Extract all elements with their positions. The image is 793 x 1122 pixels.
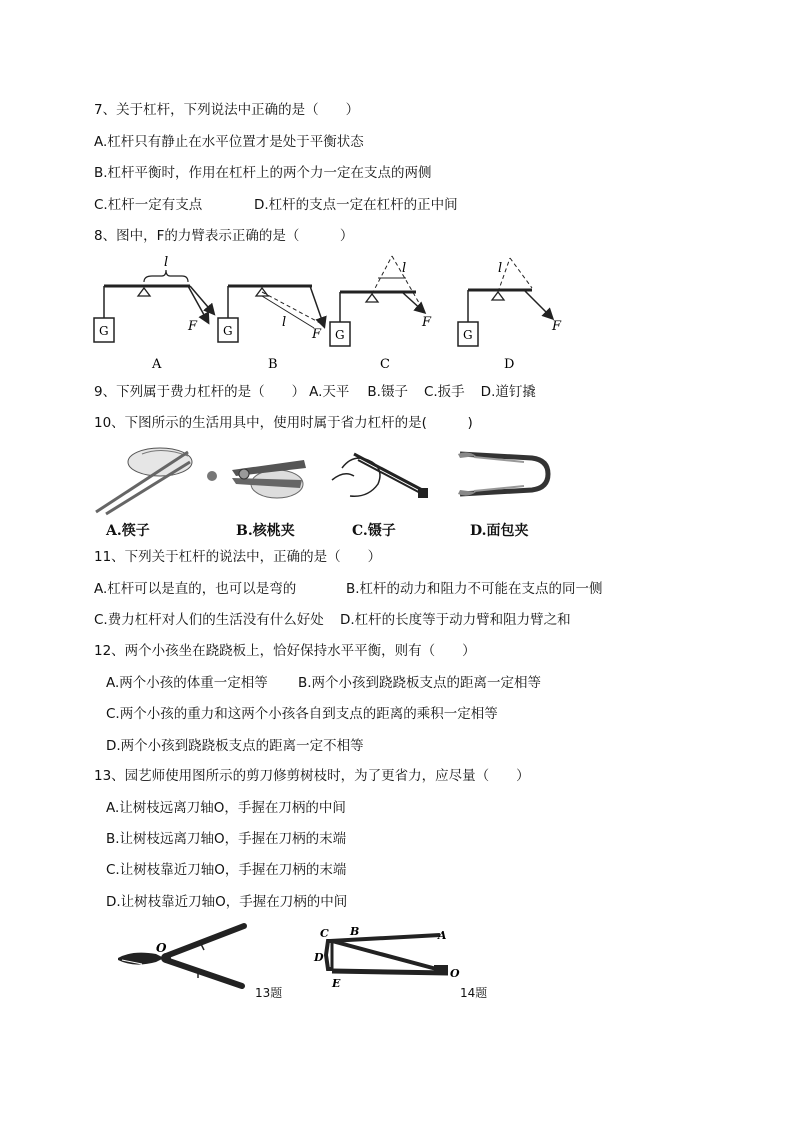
q10-tools-figure <box>92 440 562 518</box>
q8-diagram-c <box>330 256 432 372</box>
q10-caption-b: B.核桃夹 <box>236 523 295 539</box>
q8-a-g: G <box>99 324 109 338</box>
q8-diagram-d <box>458 258 562 372</box>
fig13-label: 13题 <box>255 986 283 1000</box>
q8-label-b: B <box>268 357 278 372</box>
q9-row <box>94 383 536 401</box>
q7-option-b: B.杠杆平衡时，作用在杠杆上的两个力一定在支点的两侧 <box>94 165 432 181</box>
q13-option-c: C.让树枝靠近刀轴O，手握在刀柄的末端 <box>106 862 347 878</box>
svg-text:l: l <box>282 315 287 330</box>
chopsticks-image <box>96 448 192 514</box>
q12-option-d: D.两个小孩到跷跷板支点的距离一定不相等 <box>106 738 364 754</box>
q11-option-d: D.杠杆的长度等于动力臂和阻力臂之和 <box>340 612 571 628</box>
fig14-point-b: B <box>350 925 360 938</box>
fig14-lever <box>308 925 468 990</box>
q9-option-c: C.扳手 <box>423 384 465 400</box>
svg-text:F: F <box>312 327 322 342</box>
q7-option-d: D.杠杆的支点一定在杠杆的正中间 <box>254 197 458 213</box>
q10-stem: 10、下图所示的生活用具中，使用时属于省力杠杆的是( ) <box>94 415 473 431</box>
q9-stem: 9、下列属于费力杠杆的是（ ） <box>94 384 306 400</box>
q13-option-b: B.让树枝远离刀轴O，手握在刀柄的末端 <box>106 831 347 847</box>
q10-caption-d: D.面包夹 <box>470 523 529 539</box>
q8-a-f: F <box>188 319 198 334</box>
q8-label-a: A <box>152 357 162 372</box>
fig14-point-e: E <box>332 977 341 990</box>
q7-option-a: A.杠杆只有静止在水平位置才是处于平衡状态 <box>94 134 364 150</box>
svg-text:F: F <box>422 315 432 330</box>
fig13-point-o: O <box>156 941 167 955</box>
fig13-shears <box>112 920 252 990</box>
svg-text:G: G <box>335 328 345 342</box>
q10-caption-a: A.筷子 <box>106 523 150 539</box>
svg-text:G: G <box>223 324 233 338</box>
q9-option-d: D.道钉撬 <box>480 384 536 400</box>
fig14-label: 14题 <box>460 986 488 1000</box>
q13-stem: 13、园艺师使用图所示的剪刀修剪树枝时，为了更省力，应尽量（ ） <box>94 768 530 784</box>
q11-option-a: A.杠杆可以是直的，也可以是弯的 <box>94 581 297 597</box>
fig14-point-o: O <box>450 967 460 980</box>
q12-option-b: B.两个小孩到跷跷板支点的距离一定相等 <box>298 675 542 691</box>
q10-caption-c: C.镊子 <box>352 523 396 539</box>
fig14-point-a: A <box>438 929 447 942</box>
q8-diagram-a <box>94 255 219 372</box>
q11-option-b: B.杠杆的动力和阻力不可能在支点的同一侧 <box>346 581 603 597</box>
fig14-point-d: D <box>314 951 324 964</box>
q8-lever-figure <box>92 252 572 377</box>
q9-option-b: B.镊子 <box>367 384 408 400</box>
fig14-point-c: C <box>320 927 329 940</box>
q12-stem: 12、两个小孩坐在跷跷板上，恰好保持水平平衡，则有（ ） <box>94 643 476 659</box>
q11-stem: 11、下列关于杠杆的说法中，正确的是（ ） <box>94 549 382 565</box>
bread-tongs-image <box>458 452 548 495</box>
q7-option-c: C.杠杆一定有支点 <box>94 197 203 213</box>
svg-text:G: G <box>463 328 473 342</box>
tweezers-image <box>332 454 428 498</box>
svg-text:F: F <box>552 319 562 334</box>
svg-text:l: l <box>498 261 503 276</box>
nutcracker-image <box>207 460 306 498</box>
q8-label-c: C <box>380 357 390 372</box>
q7-stem: 7、关于杠杆，下列说法中正确的是（ ） <box>94 102 360 118</box>
q12-option-c: C.两个小孩的重力和这两个小孩各自到支点的距离的乘积一定相等 <box>106 706 498 722</box>
q9-option-a: A.天平 <box>309 384 350 400</box>
q12-option-a: A.两个小孩的体重一定相等 <box>106 675 268 691</box>
q13-option-a: A.让树枝远离刀轴O，手握在刀柄的中间 <box>106 800 346 816</box>
svg-text:l: l <box>402 261 407 276</box>
q11-option-c: C.费力杠杆对人们的生活没有什么好处 <box>94 612 324 628</box>
q8-diagram-b <box>218 286 324 372</box>
q13-option-d: D.让树枝靠近刀轴O，手握在刀柄的中间 <box>106 894 348 910</box>
q8-stem: 8、图中，F的力臂表示正确的是（ ） <box>94 228 354 244</box>
q8-a-l: l <box>164 255 169 270</box>
q8-label-d: D <box>504 357 515 372</box>
